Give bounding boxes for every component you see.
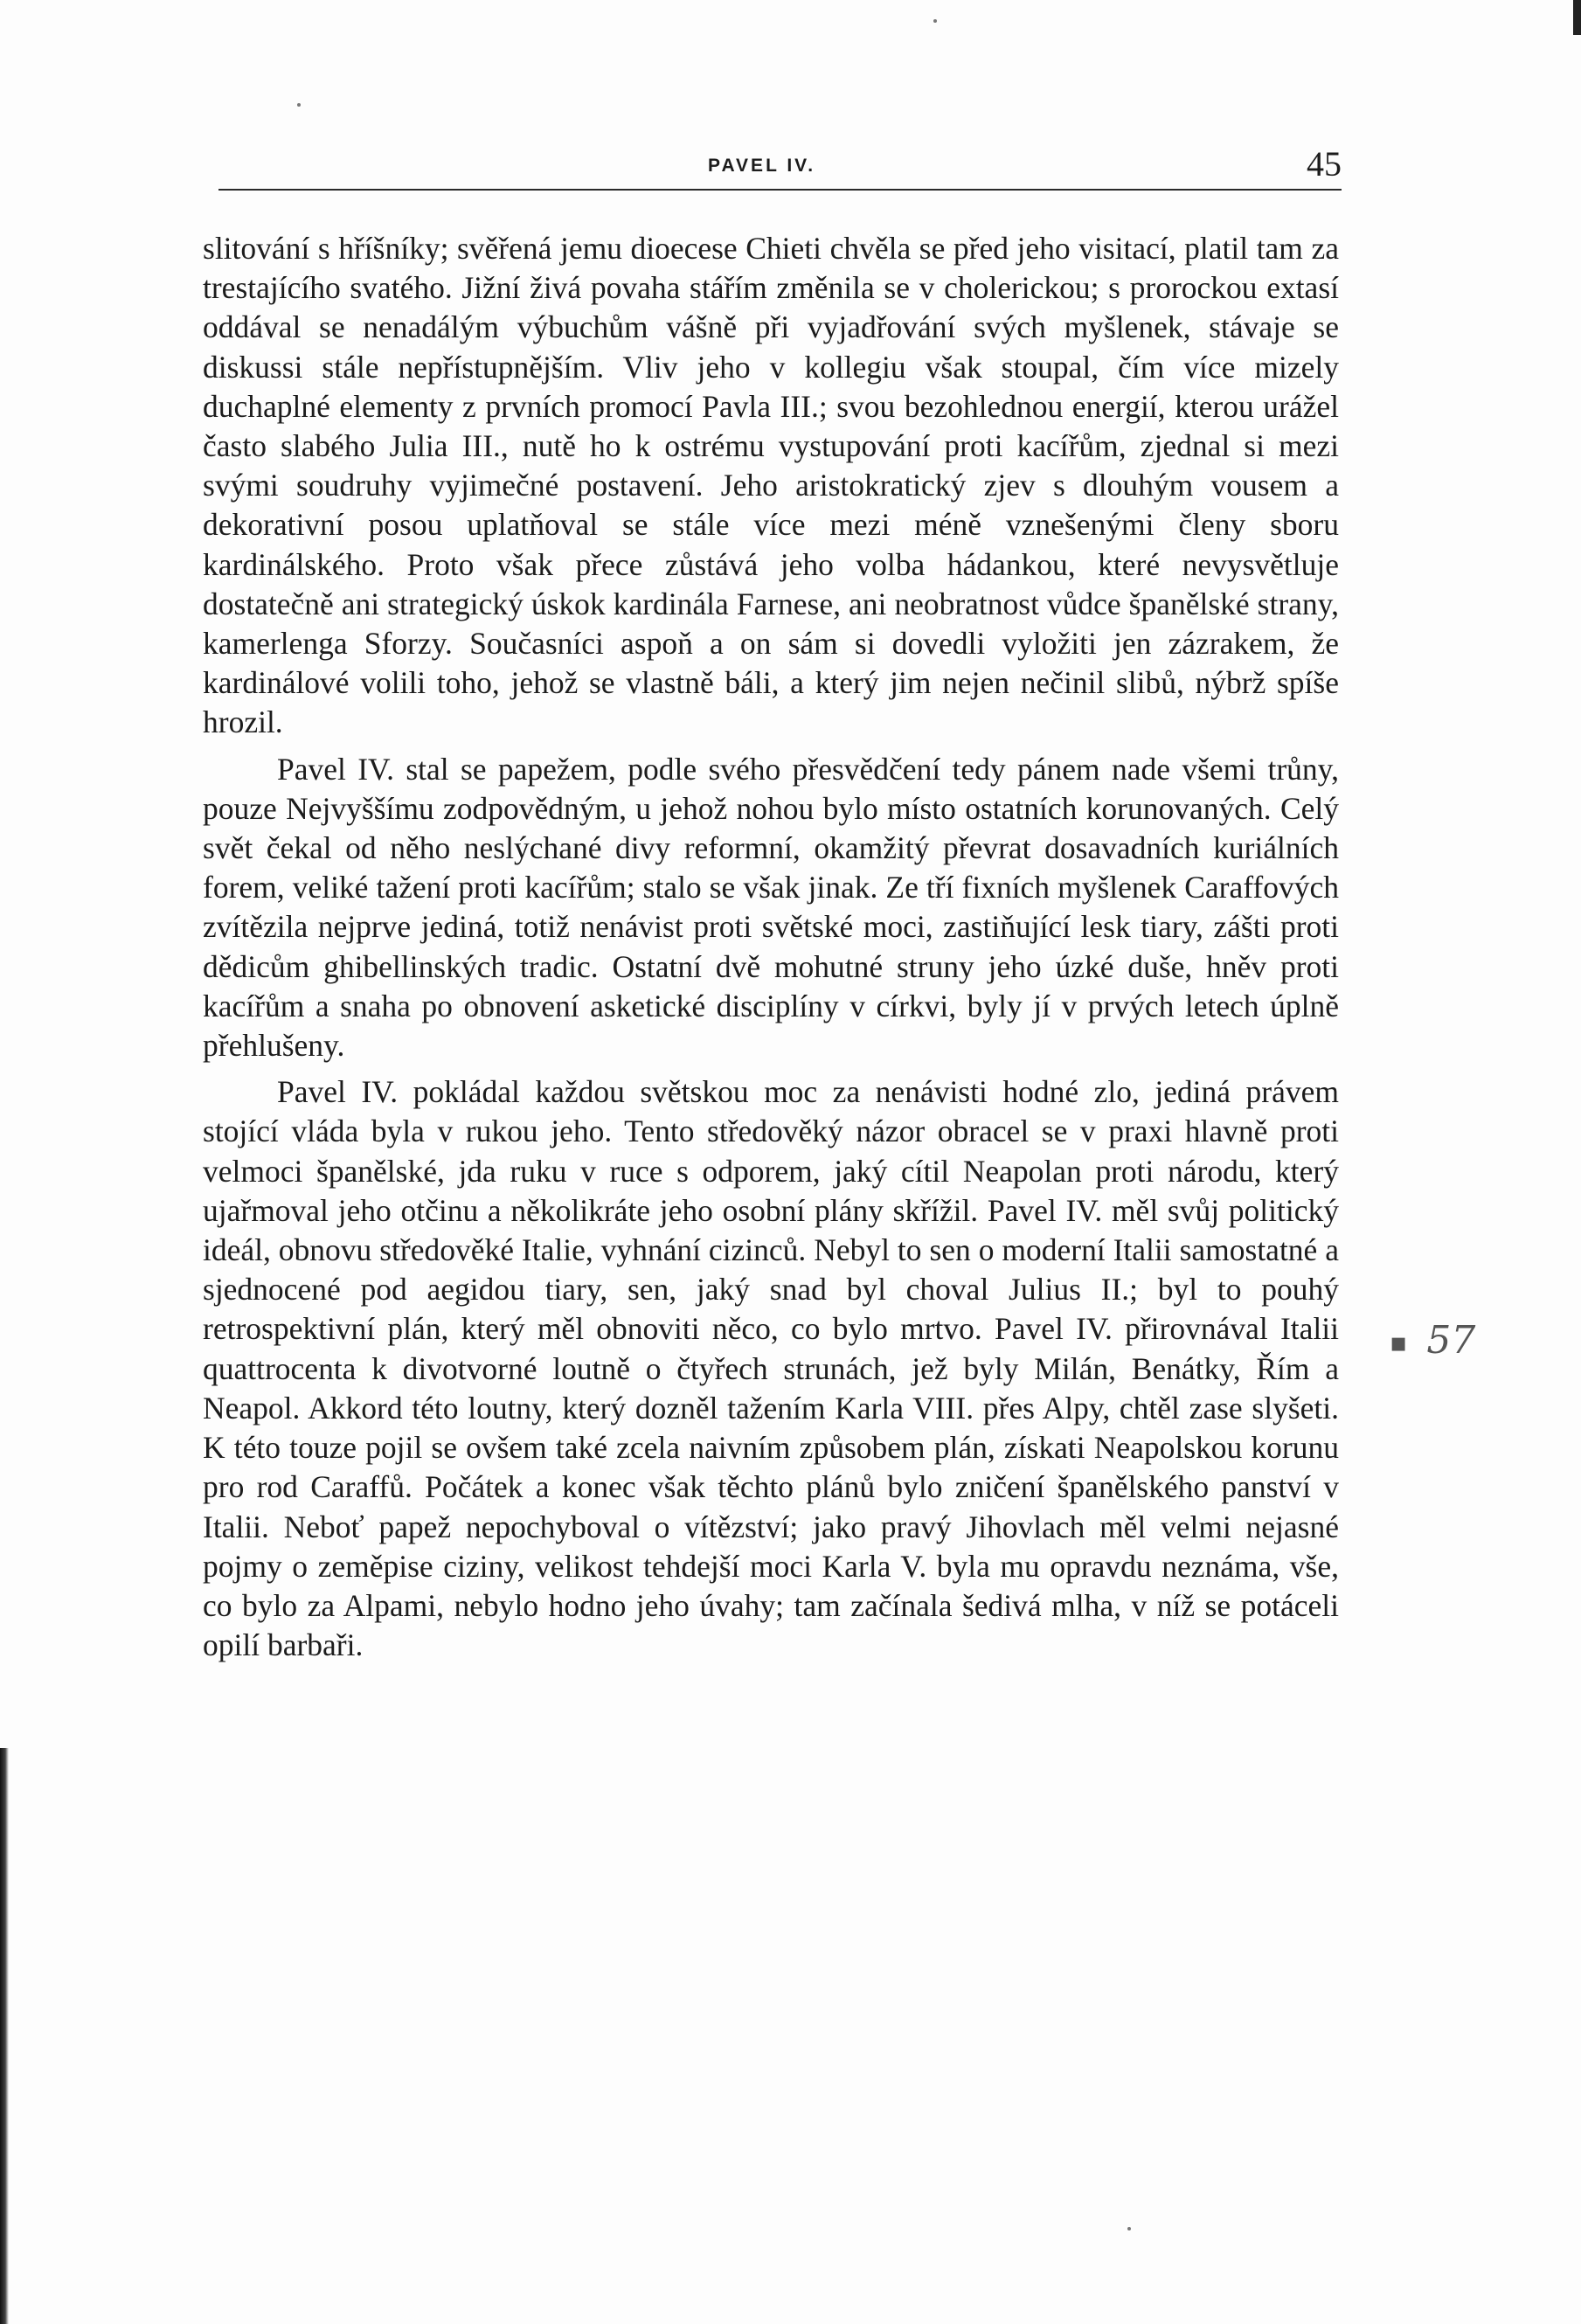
scan-edge-right bbox=[1573, 0, 1581, 35]
margin-dash: ▪ bbox=[1390, 1328, 1408, 1358]
paragraph-3: Pavel IV. pokládal každou světskou moc za nenávisti hodné zlo, jediná právem stojící vláda byla v rukou jeho. Tento středověký názor obracel se v praxi hlavně proti velmoci španělské, jda ruku v ruce s odporem, jaký cítil Neapolan proti národu, který ujařmoval jeho otčinu a několikráte jeho osobní plány skřížil. Pavel IV. měl svůj politický ideál, obnovu středověké Italie, vyhnání cizinců. Nebyl to sen o moderní Italii samostatné a sjednocené pod aegidou tiary, sen, jaký snad byl choval Julius II.; byl to pouhý retrospektivní plán, který měl obnoviti něco, co bylo mrtvo. Pavel IV. přirovnával Italii quattrocenta k divotvorné loutně o čtyřech strunách, jež byly Milán, Benátky, Řím a Neapol. Akkord této loutny, který dozněl tažením Karla VIII. přes Alpy, chtěl zase slyšeti. K této touze pojil se ovšem také zcela naivním způsobem plán, získati Neapolskou korunu pro rod Caraffů. Počátek a konec však těchto plánů bylo zničení španělského panství v Italii. Neboť papež nepochyboval o vítězství; jako pravý Jihovlach měl velmi nejasné pojmy o zeměpise ciziny, velikost tehdejší moci Karla V. byla mu opravdu neznáma, vše, co bylo za Alpami, nebylo hodno jeho úvahy; tam začínala šedivá mlha, v níž se potáceli opilí barbaři. bbox=[203, 1074, 1339, 1663]
body-text bbox=[203, 229, 1339, 1672]
page-header bbox=[210, 140, 1342, 191]
paragraph-1: slitování s hříšníky; svěřená jemu dioecese Chieti chvěla se před jeho visitací, platil tam za trestajícího svatého. Jižní živá povaha stářím změnila se v cholerickou; s prorockou extasí oddával se nenadálým výbuchům vášně při vyjadřování svých myšlenek, stávaje se diskussi stále nepřístupnějším. Vliv jeho v kollegiu však stoupal, čím více mizely duchaplné elementy z prvních promocí Pavla III.; svou bezohlednou energií, kterou urážel často slabého Julia III., nutě ho k ostrému vystupování proti kacířům, zjednal si mezi svými soudruhy vyjimečné postavení. Jeho aristokratický zjev s dlouhým vousem a dekorativní posou uplatňoval se stále více mezi méně vznešenými členy sboru kardinálského. Proto však přece zůstává jeho volba hádankou, které nevysvětluje dostatečně ani strategický úskok kardinála Farnese, ani neobratnost vůdce španělské strany, kamerlenga Sforzy. Současníci aspoň a on sám si dovedli vyložiti jen zázrakem, že kardinálové volili toho, jehož se vlastně báli, a který jim nejen nečinil slibů, nýbrž spíše hrozil. bbox=[203, 231, 1339, 740]
paragraph-2: Pavel IV. stal se papežem, podle svého přesvědčení tedy pánem nade všemi trůny, pouze Nejvyššímu zodpovědným, u jehož nohou bylo místo ostatních korunovaných. Celý svět čekal od něho neslýchané divy reformní, okamžitý převrat dosavadních kuriálních forem, veliké tažení proti kacířům; stalo se však jinak. Ze tří fixních myšlenek Caraffových zvítězila nejprve jediná, totiž nenávist proti světské moci, zastiňující lesk tiary, zášti proti dědicům ghibellinských tradic. Ostatní dvě mohutné struny jeho úzké duše, hněv proti kacířům a snaha po obnovení asketické disciplíny v církvi, byly jí v prvých letech úplně přehlušeny. bbox=[203, 751, 1339, 1064]
running-title: PAVEL IV. bbox=[708, 156, 816, 176]
handwritten-margin-note bbox=[1390, 1318, 1475, 1363]
header-rule bbox=[218, 189, 1342, 191]
page-number: 45 bbox=[1307, 144, 1342, 184]
scan-speck bbox=[297, 103, 301, 107]
margin-note-text: 57 bbox=[1426, 1318, 1476, 1363]
scan-speck bbox=[933, 19, 937, 23]
scan-speck bbox=[1127, 2227, 1131, 2230]
scan-edge-left bbox=[0, 1748, 9, 2324]
